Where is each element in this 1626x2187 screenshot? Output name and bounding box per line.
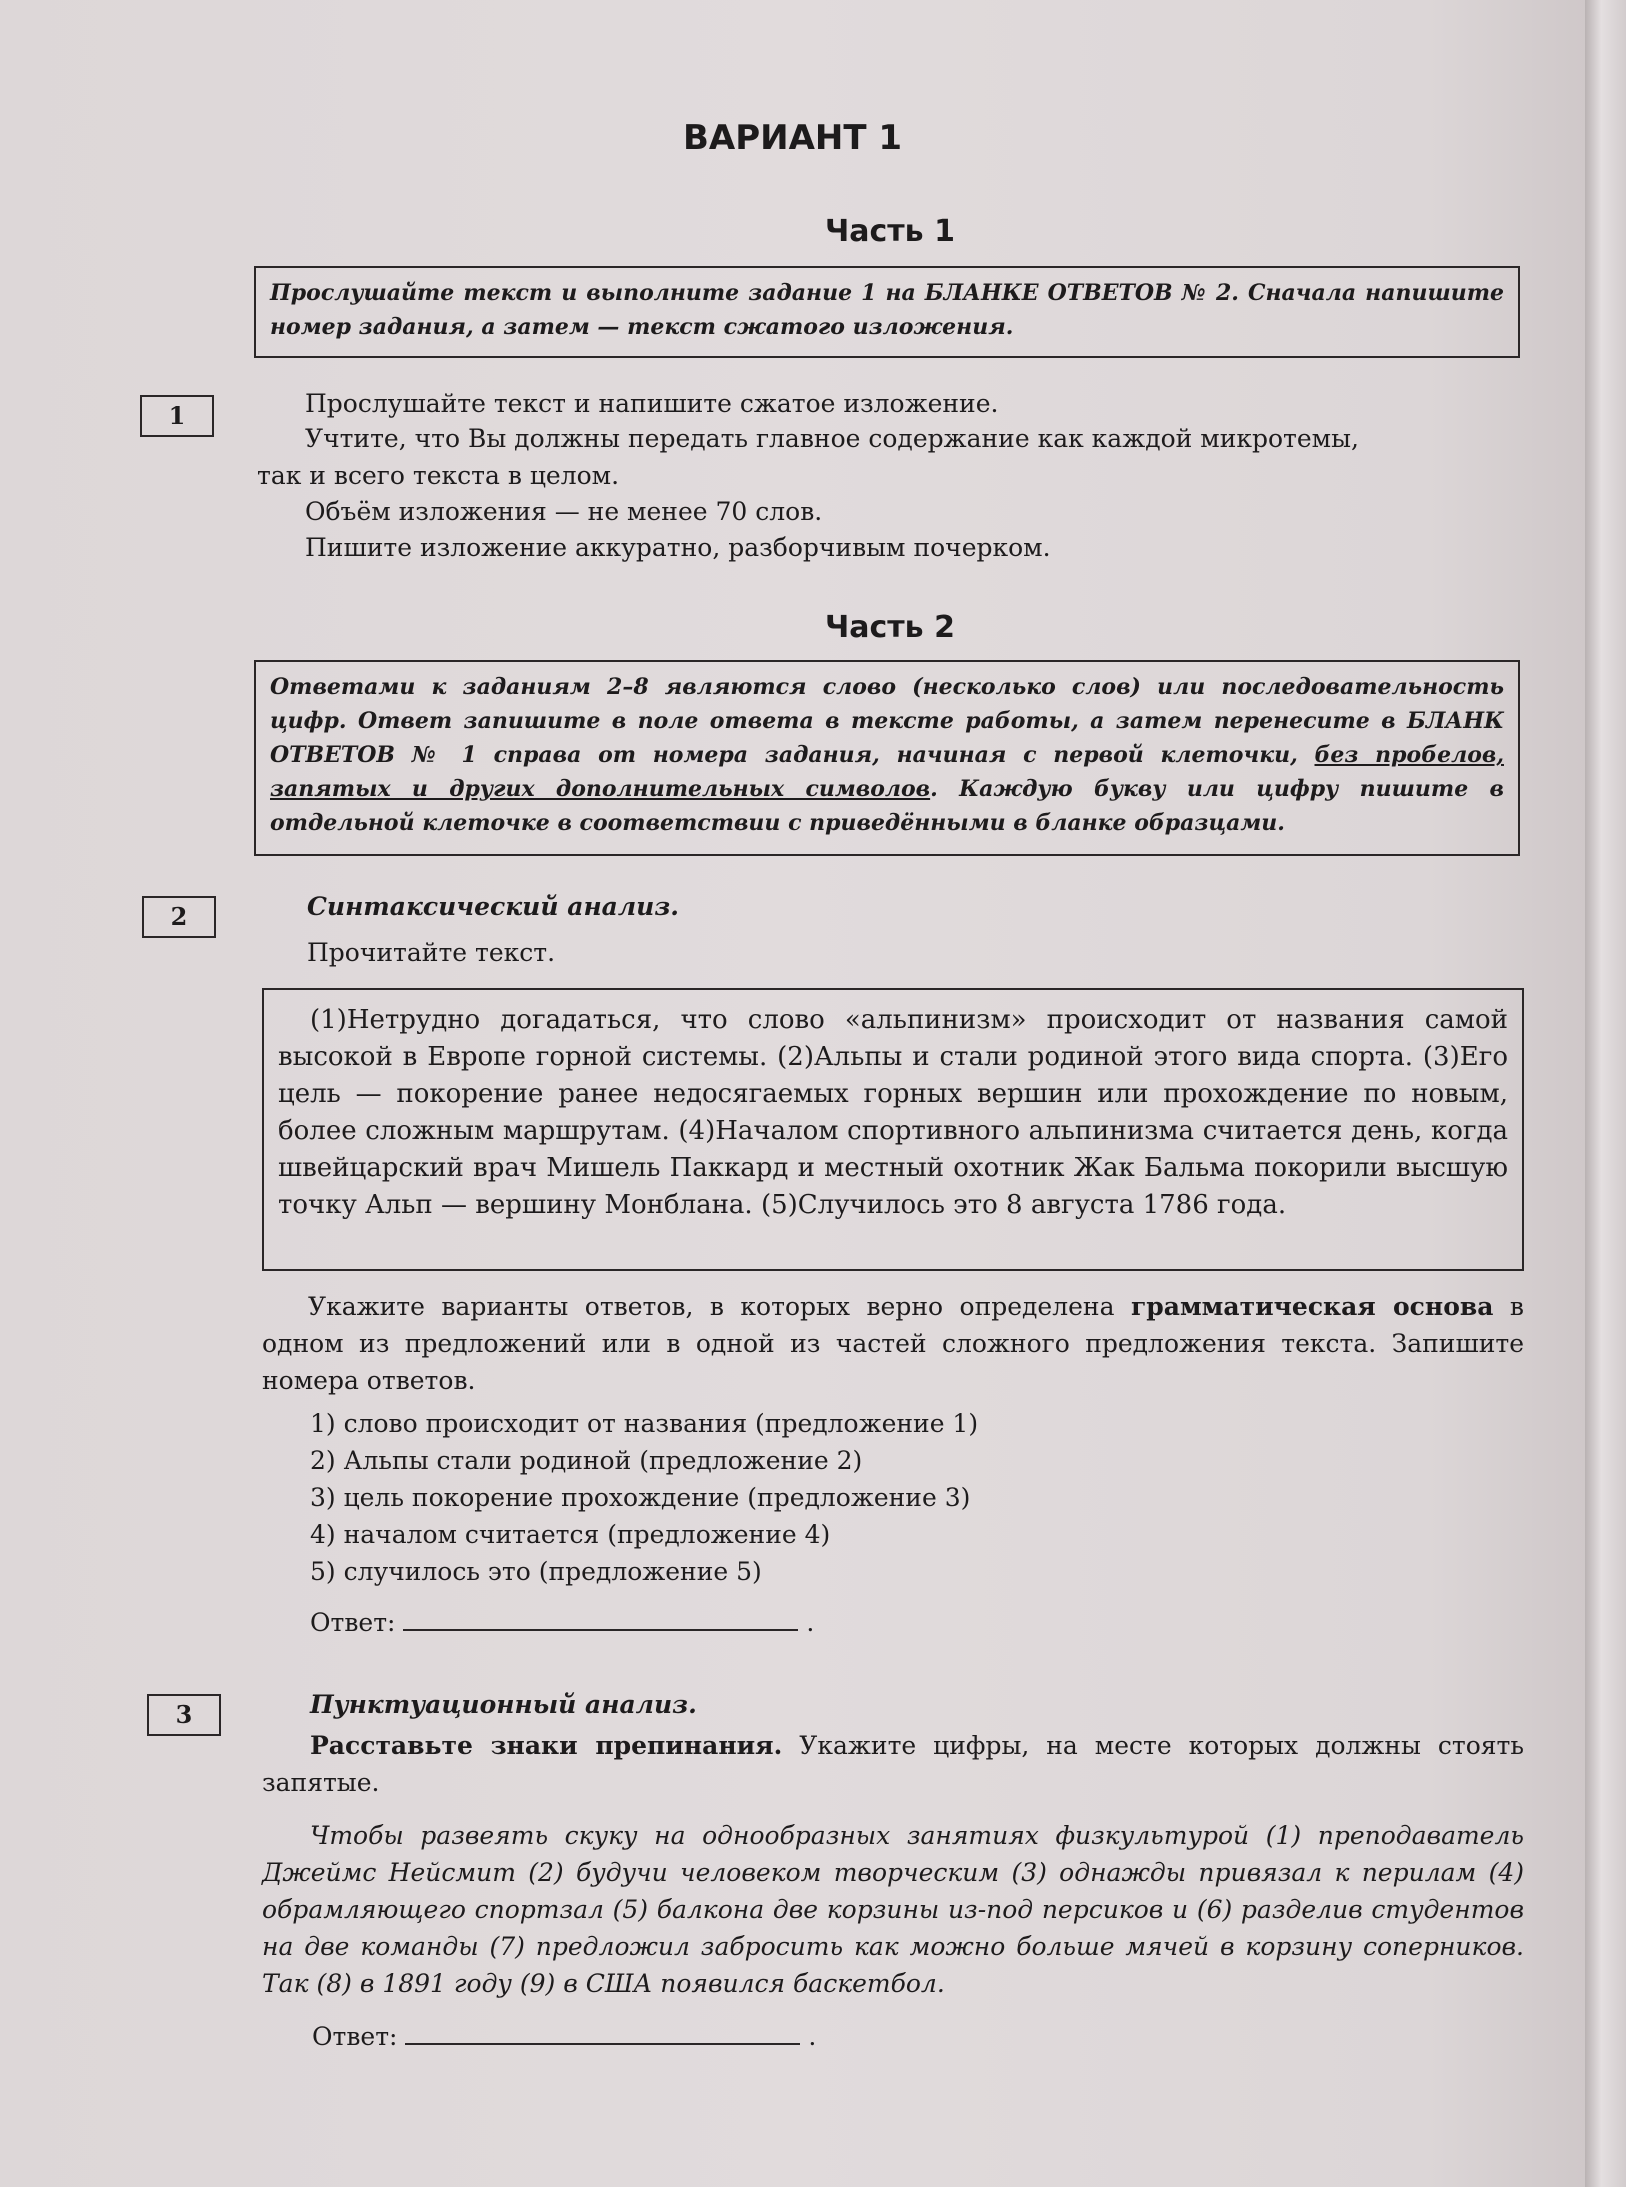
task3-answer-field[interactable] xyxy=(405,2023,800,2045)
task2-question xyxy=(262,1288,1524,1399)
part2-instruction-a: Ответами к заданиям 2–8 являются слово (несколько слов) или последовательность цифр. Ответ запишите в поле ответа в тексте работы, а затем перенесите в БЛАНК ОТВЕТОВ № 1 справа от номера задания, начиная с первой клеточки, xyxy=(270,674,1504,768)
task3-prompt-bold: Расставьте знаки препинания. xyxy=(310,1731,783,1760)
task1-line-3: так и всего текста в целом. xyxy=(257,461,620,490)
part2-title: Часть 2 xyxy=(825,610,955,645)
task2-text: (1)Нетрудно догадаться, что слово «альпинизм» происходит от названия самой высокой в Европе горной системы. (2)Альпы и стали родиной этого вида спорта. (3)Его цель — покорение ранее недосягаемых горных вершин или прохождение по новым, более сложным маршрутам. (4)Началом спортивного альпинизма считается день, когда швейцарский врач Мишель Паккард и местный охотник Жак Бальма покорили высшую точку Альп — вершину Монблана. (5)Случилось это 8 августа 1786 года. xyxy=(278,1005,1508,1220)
task1-line-2: Учтите, что Вы должны передать главное содержание как каждой микротемы, xyxy=(305,424,1359,453)
task1-line-1: Прослушайте текст и напишите сжатое изложение. xyxy=(305,389,999,418)
task3-prompt xyxy=(262,1727,1524,1801)
task2-number: 2 xyxy=(142,896,216,938)
task2-option-3: 3) цель покорение прохождение (предложение 3) xyxy=(310,1483,971,1512)
task2-question-b: в одном из предложений или в одной из частей сложного предложения текста. Запишите номера ответов. xyxy=(262,1292,1524,1395)
part2-instruction xyxy=(254,660,1520,856)
task2-option-2: 2) Альпы стали родиной (предложение 2) xyxy=(310,1446,863,1475)
task3-prompt-rest: Укажите цифры, на месте которых должны стоять запятые. xyxy=(262,1731,1524,1797)
task2-option-4: 4) началом считается (предложение 4) xyxy=(310,1520,831,1549)
task2-answer-label: Ответ: xyxy=(310,1608,396,1637)
task2-reading-text xyxy=(262,988,1524,1271)
task2-option-5: 5) случилось это (предложение 5) xyxy=(310,1557,762,1586)
task3-heading: Пунктуационный анализ. xyxy=(310,1690,697,1719)
task2-question-bold: грамматическая основа xyxy=(1130,1292,1494,1321)
task3-answer-row: Ответ: . xyxy=(312,2022,817,2051)
page-edge xyxy=(1585,0,1626,2187)
part1-title: Часть 1 xyxy=(825,214,955,249)
task2-option-1: 1) слово происходит от названия (предложение 1) xyxy=(310,1409,979,1438)
task1-number: 1 xyxy=(140,395,214,437)
task3-answer-label: Ответ: xyxy=(312,2022,398,2051)
task2-heading: Синтаксический анализ. xyxy=(307,892,679,921)
task3-text: Чтобы развеять скуку на однообразных занятиях физкультурой (1) преподаватель Джеймс Нейсмит (2) будучи человеком творческим (3) однажды привязал к перилам (4) обрамляющего спортзал (5) балкона две корзины из-под персиков и (6) разделив студентов на две команды (7) предложил забросить как можно больше мячей в корзину соперников. Так (8) в 1891 году (9) в США появился баскетбол. xyxy=(262,1821,1524,1998)
part2-instruction-b: . Каждую букву или цифру пишите в отдельной клеточке в соответствии с приведёнными в бланке образцами. xyxy=(270,776,1504,836)
task2-answer-row: Ответ: . xyxy=(310,1608,815,1637)
task3-text-block xyxy=(262,1817,1524,2002)
task1-line-5: Пишите изложение аккуратно, разборчивым почерком. xyxy=(305,533,1051,562)
task2-options xyxy=(310,1405,978,1590)
part2-instruction-underlined: без пробелов, запятых и других дополнительных символов xyxy=(270,742,1504,802)
task2-question-a: Укажите варианты ответов, в которых верно определена xyxy=(308,1292,1131,1321)
task2-prompt: Прочитайте текст. xyxy=(307,938,556,967)
task2-answer-field[interactable] xyxy=(403,1609,798,1631)
part1-instruction: Прослушайте текст и выполните задание 1 на БЛАНКЕ ОТВЕТОВ № 2. Сначала напишите номер задания, а затем — текст сжатого изложения. xyxy=(254,266,1520,358)
task3-number: 3 xyxy=(147,1694,221,1736)
task1-line-4: Объём изложения — не менее 70 слов. xyxy=(305,497,823,526)
variant-title: ВАРИАНТ 1 xyxy=(682,118,903,158)
